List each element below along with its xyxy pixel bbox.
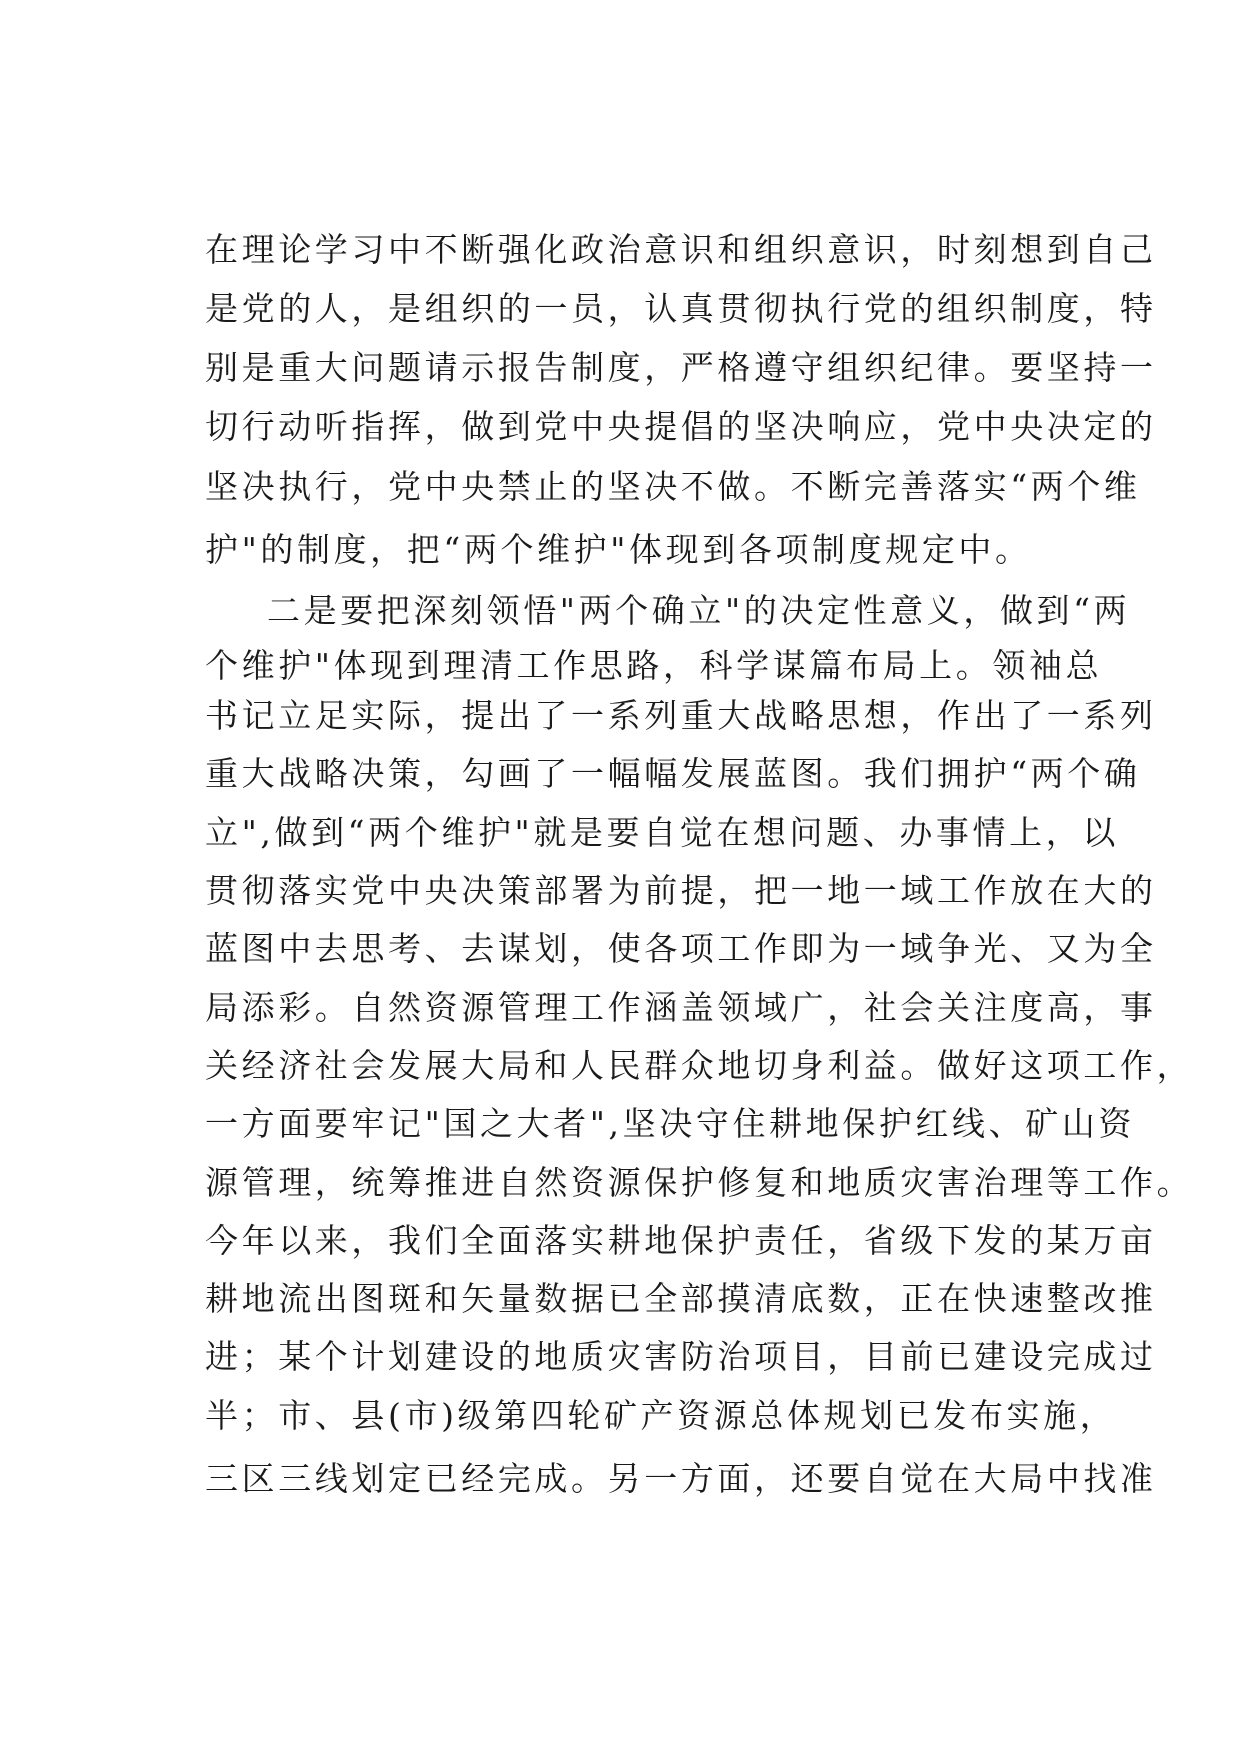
text-line-17: 源管理，统筹推进自然资源保护修复和地质灾害治理等工作。 [205,1163,1194,1202]
text-line-18: 今年以来，我们全面落实耕地保护责任，省级下发的某万亩 [205,1221,1157,1260]
paragraph-2-first-line: 二是要把深刻领悟"两个确立"的决定性意义，做到“两 [267,591,1131,630]
text-line-21: 半；市、县(市)级第四轮矿产资源总体规划已发布实施， [205,1396,1117,1435]
text-line-22: 三区三线划定已经完成。另一方面，还要自觉在大局中找准 [205,1459,1157,1498]
text-line-5: 坚决执行，党中央禁止的坚决不做。不断完善落实“两个维 [205,467,1141,506]
text-line-8: 个维护"体现到理清工作思路，科学谋篇布局上。领袖总 [205,646,1103,685]
text-line-16: 一方面要牢记"国之大者",坚决守住耕地保护红线、矿山资 [205,1104,1136,1143]
text-line-10: 重大战略决策，勾画了一幅幅发展蓝图。我们拥护“两个确 [205,754,1141,793]
text-line-14: 局添彩。自然资源管理工作涵盖领域广，社会关注度高，事 [205,988,1157,1027]
text-line-20: 进；某个计划建设的地质灾害防治项目，目前已建设完成过 [205,1337,1157,1376]
text-line-12: 贯彻落实党中央决策部署为前提，把一地一域工作放在大的 [205,871,1157,910]
text-line-19: 耕地流出图斑和矢量数据已全部摸清底数，正在快速整改推 [205,1279,1157,1318]
text-line-9: 书记立足实际，提出了一系列重大战略思想，作出了一系列 [205,696,1157,735]
text-line-2: 是党的人，是组织的一员，认真贯彻执行党的组织制度，特 [205,289,1157,328]
text-line-3: 别是重大问题请示报告制度，严格遵守组织纪律。要坚持一 [205,348,1157,387]
text-line-15: 关经济社会发展大局和人民群众地切身利益。做好这项工作， [205,1046,1194,1085]
text-line-6: 护"的制度，把“两个维护"体现到各项制度规定中。 [205,530,1032,569]
text-line-13: 蓝图中去思考、去谋划，使各项工作即为一域争光、又为全 [205,929,1157,968]
text-line-11: 立",做到“两个维护"就是要自觉在想问题、办事情上，以 [205,813,1119,852]
text-line-1: 在理论学习中不断强化政治意识和组织意识，时刻想到自己 [205,230,1157,269]
text-line-4: 切行动听指挥，做到党中央提倡的坚决响应，党中央决定的 [205,407,1157,446]
